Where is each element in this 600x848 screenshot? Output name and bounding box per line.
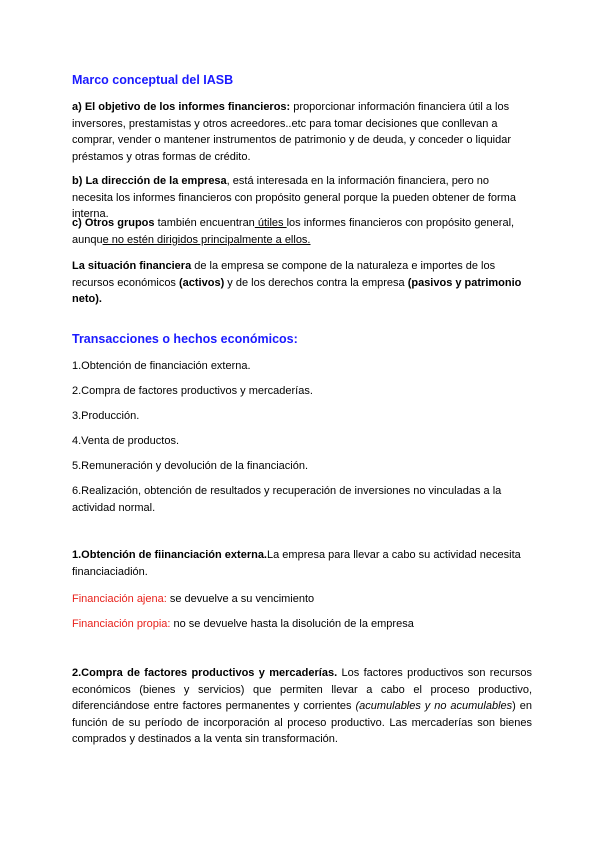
paragraph-otros-lead: c) Otros grupos (72, 217, 155, 229)
paragraph-direccion-text: , está interesada en la información financiera, pero no necesita los informes financieros con propósito general porque la pueden obtener de forma interna. (72, 175, 516, 220)
underlined-dirigidos: e no estén dirigidos principalmente a ellos. (102, 233, 311, 246)
financiacion-propia-label: Financiación propia: (72, 618, 171, 630)
page-title: Marco conceptual del IASB (72, 73, 234, 87)
section-compra-factores (72, 665, 532, 748)
paragraph-situacion-financiera (72, 258, 532, 308)
obtencion-lead: 1.Obtención de fiinanciación externa. (72, 549, 267, 561)
section-obtencion-financiacion (72, 547, 532, 580)
compra-lead: 2.Compra de factores productivos y mercaderías. (72, 667, 338, 679)
compra-italic: (acumulables y no acumulables (355, 700, 513, 712)
financiacion-propia-line (72, 616, 532, 633)
section-heading-transacciones: Transacciones o hechos económicos: (72, 332, 298, 346)
situacion-text-2: y de los derechos contra la empresa (224, 276, 408, 289)
list-item: 4.Venta de productos. (72, 435, 180, 447)
paragraph-otros-grupos (72, 215, 532, 248)
paragraph-objetivo (72, 99, 532, 165)
obtencion-text: La empresa para llevar a cabo su actividad necesita financiaciadión. (72, 549, 521, 578)
compra-text-2: ) en función de su período de incorporación al proceso productivo. Las mercaderías son bienes comprados y destinados a la venta sin transformación. (72, 700, 532, 745)
list-item: 2.Compra de factores productivos y mercaderías. (72, 385, 313, 397)
list-item: 5.Remuneración y devolución de la financiación. (72, 460, 309, 472)
paragraph-otros-text-2: los informes financieros con propósito general, aunqu (72, 217, 515, 246)
situacion-text-1: de la empresa se compone de la naturaleza e importes de los recursos económicos (72, 260, 496, 289)
situacion-pasivos: (pasivos y patrimonio neto). (72, 276, 522, 305)
paragraph-objetivo-text: proporcionar información financiera útil a los inversores, prestamistas y otros acreedores..etc para tomar decisiones que conllevan a comprar, vender o mantener instrumentos de patrimonio y de deuda, y conceder o liquidar préstamos y otras formas de crédito. (72, 101, 512, 163)
paragraph-otros-text-1: también encuentran (154, 217, 255, 229)
situacion-lead: La situación financiera (72, 260, 192, 272)
financiacion-propia-text: no se devuelve hasta la disolución de la empresa (170, 618, 414, 630)
compra-text-1: Los factores productivos son recursos económicos (bienes y servicios) que permiten llevar a cabo el proceso productivo, diferenciándose entre factores permanentes y corrientes (72, 667, 532, 712)
underlined-utiles: útiles (254, 217, 287, 229)
financiacion-ajena-line (72, 591, 532, 608)
list-item: 6.Realización, obtención de resultados y recuperación de inversiones no vinculadas a la actividad normal. (72, 485, 502, 514)
list-item: 3.Producción. (72, 410, 140, 422)
financiacion-ajena-text: se devuelve a su vencimiento (166, 593, 315, 605)
financiacion-ajena-label: Financiación ajena: (72, 593, 167, 605)
list-item: 1.Obtención de financiación externa. (72, 360, 251, 372)
situacion-activos: (activos) (179, 276, 225, 289)
paragraph-objetivo-lead: a) El objetivo de los informes financieros: (72, 101, 291, 113)
paragraph-direccion-lead: b) La dirección de la empresa (72, 175, 227, 187)
